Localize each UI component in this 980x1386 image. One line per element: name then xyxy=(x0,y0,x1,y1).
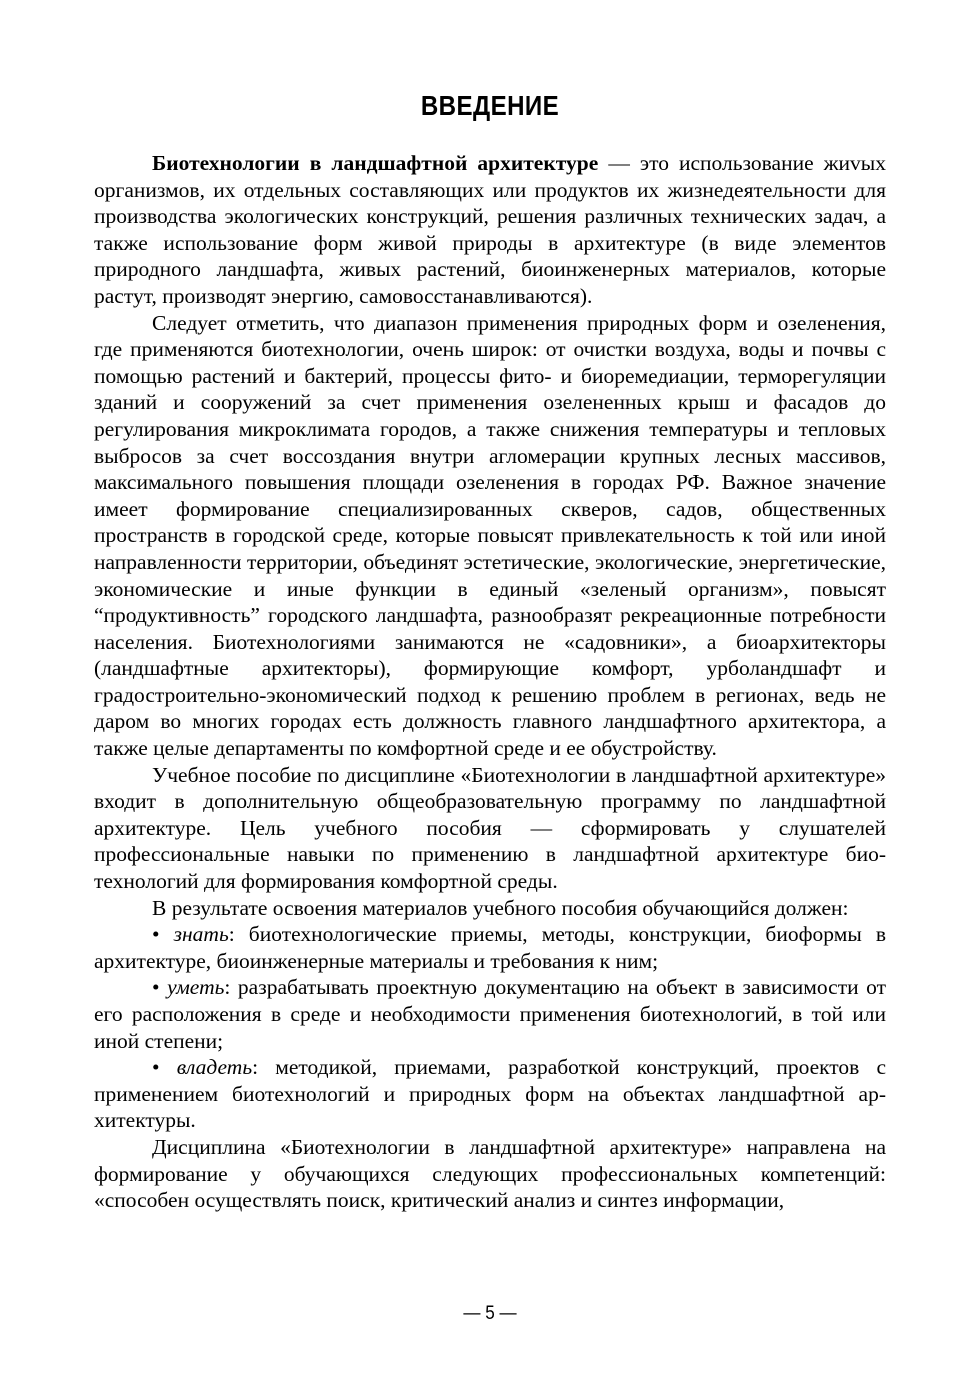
page-title: ВВЕДЕНИЕ xyxy=(420,90,560,121)
paragraph-competencies: Дисциплина «Биотехнологии в ландшафтной архитектуре» направлена на формирование у обучающихся следующих профессиональных компетенций: «способен осуществлять поиск, критический анализ и синтез информации, xyxy=(94,1134,886,1213)
page-number: — 5 — xyxy=(463,1303,517,1324)
bullet-master xyxy=(94,1054,886,1134)
bullet-marker: • xyxy=(152,975,160,1000)
paragraph-course-goal: Учебное пособие по дисциплине «Биотехнологии в ландшафтной архитектуре» входит в дополнительную общеобразовательную программу по ландшафтной архитектуре. Цель учебного пособия — сформировать у слушателей профессиональные навыки по применению в ландшафтной архитектуре биотехнологий для формирования комфортной среды. xyxy=(94,762,886,894)
bullet-marker: • xyxy=(152,1055,160,1080)
page-content xyxy=(94,90,886,1380)
bullet-text-know: : биотехнологические приемы, методы, конструкции, биоформы в архитектуре, биоинженерные материалы и требования к ним; xyxy=(94,922,887,973)
paragraph-definition xyxy=(94,150,886,310)
bullet-term-be-able: уметь xyxy=(167,975,225,1000)
paragraph-application-range: Следует отметить, что диапазон применения природных форм и озеленения, где применяются биотехнологии, очень широк: от очистки воздуха, воды и почвы с помощью растений и бактерий, процессы фито- и биоремедиации, терморегуляции зданий и сооружений за счет применения озелененных крыш и фасадов до регулирования микроклимата городов, а также снижения температуры и тепловых выбросов за счет воссоздания внутри агломерации крупных лесных массивов, максимального повышения площади озеленения в городах РФ. Важное значение имеет формирование специализированных скверов, садов, общественных пространств в городской среде, которые повысят привлекательность к той или иной направленности территории, объединят эстетические, экологические, энергетические, экономические и иные функции в единый «зеленый организм», повысят “продуктивность” городского ландшафта, разнообразят рекреационные потребности населения. Биотехнологиями занимаются не «садовники», а биоархитекторы (ландшафтные архитекторы), формирующие комфорт, урболандшафт и градостроительно-экономический подход к решению проблем в регионах, ведь не даром во многих городах есть должность главного ландшафтного архитектора, а также целые департаменты по комфортной среде и ее обустройству. xyxy=(94,310,886,761)
bullet-term-master: владеть xyxy=(176,1055,253,1080)
bullet-know xyxy=(94,921,886,974)
paragraph-learning-outcomes-intro: В результате освоения материалов учебного пособия обучающийся должен: xyxy=(152,895,849,920)
bullet-text-master: : методикой, приемами, разработкой конструкций, проектов с применением биотехнологий и природных форм на объектах ландшафтной архитектуры. xyxy=(94,1055,886,1133)
bullet-marker: • xyxy=(152,922,160,947)
bullet-be-able xyxy=(94,974,886,1054)
bullet-term-know: знать xyxy=(173,922,229,947)
definition-term: Биотехнологии в ландшафтной архитектуре xyxy=(152,151,599,175)
bullet-text-be-able: : разрабатывать проектную документацию на объект в зависимости от его расположения в среде и необходимости применения биотехнологий, в той или иной степени; xyxy=(94,975,887,1053)
definition-text: — это использование жиvых организмов, их отдельных составляющих или продуктов их жизнедеятельности для производства экологических конструкций, решения различных технических задач, а также использование форм живой природы в архитектуре (в виде элементов природного ландшафта, живых растений, биоинженерных материалов, которые растут, производят энергию, самовосстанавливаются). xyxy=(94,151,886,308)
